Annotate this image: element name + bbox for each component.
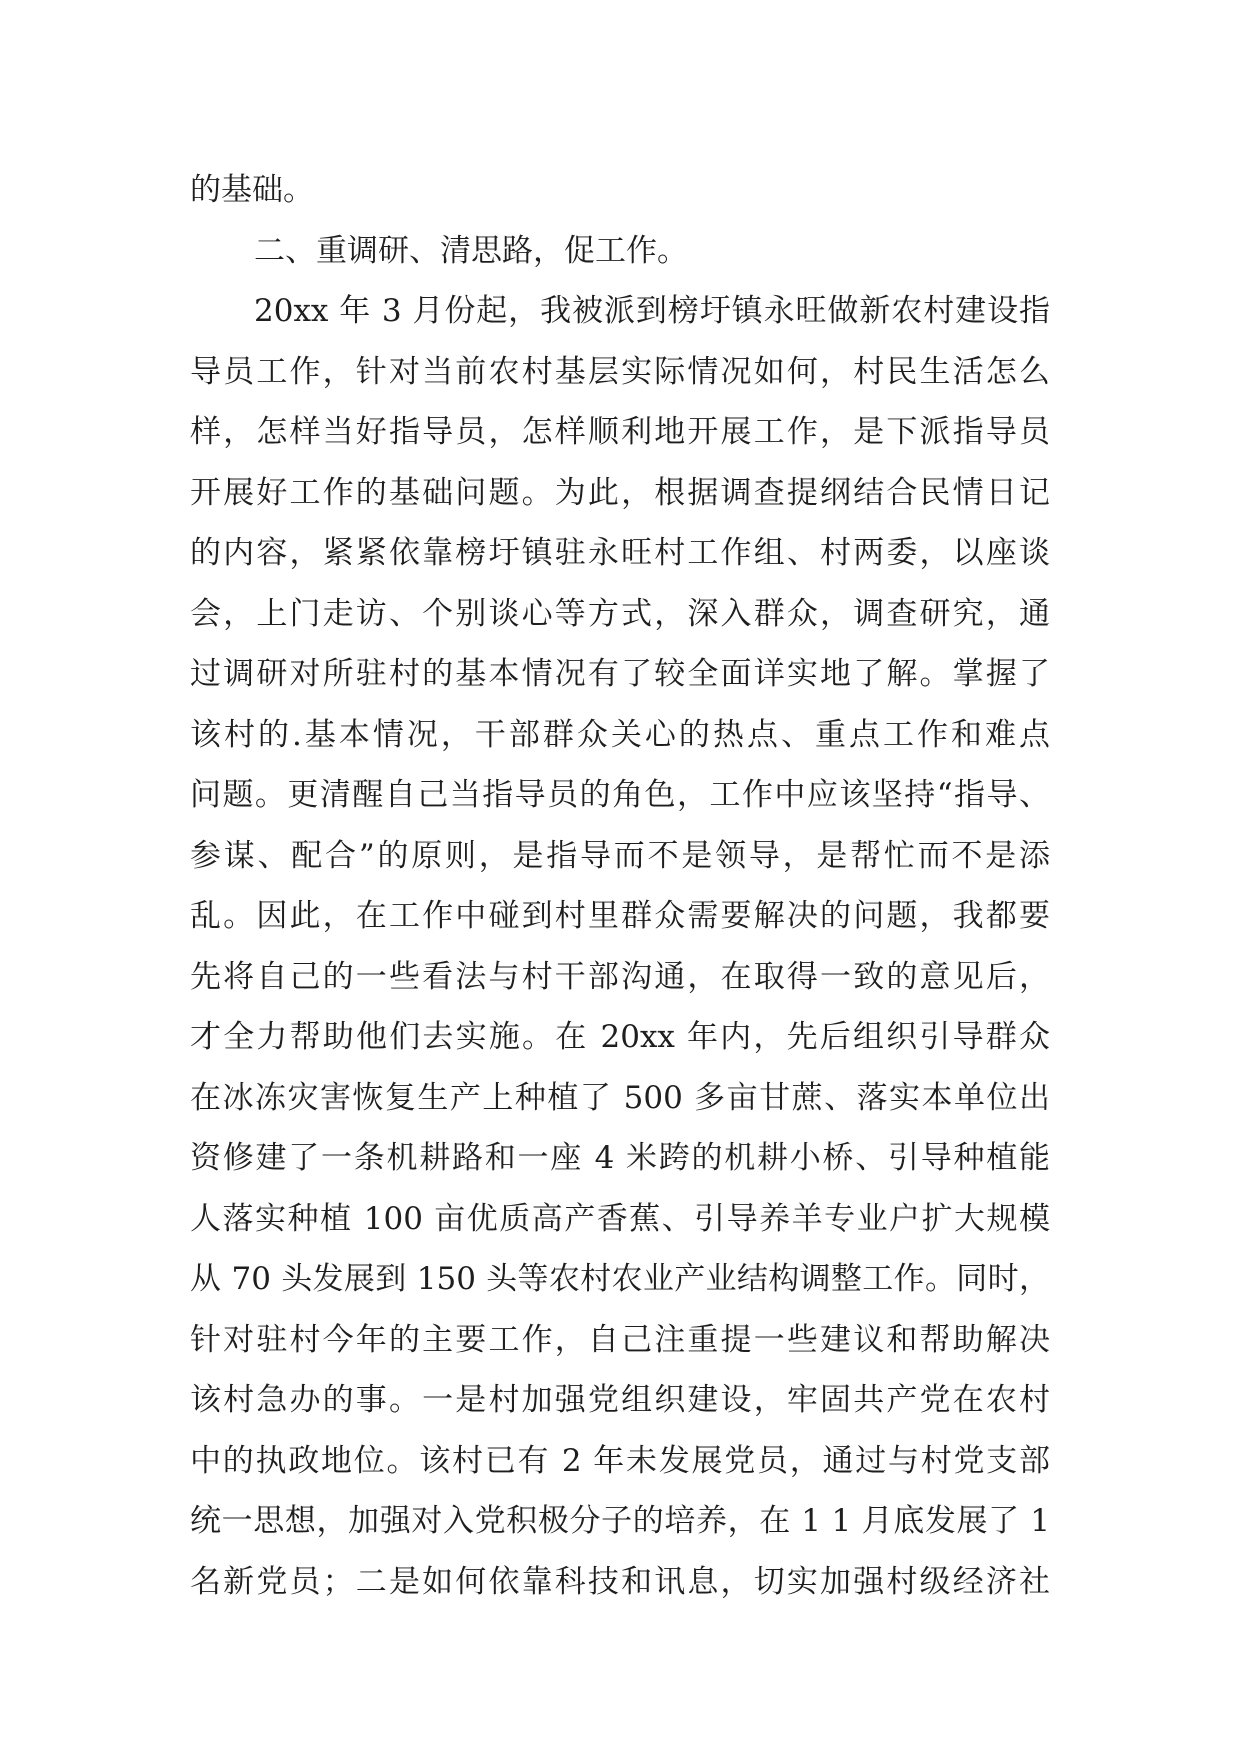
text-line: 的基础。 [190, 172, 314, 208]
text-line: 统一思想，加强对入党积极分子的培养，在 1 1 月底发展了 1 [190, 1503, 1050, 1539]
text-line: 问题。更清醒自己当指导员的角色，工作中应该坚持“指导、 [190, 777, 1050, 813]
text-line: 参谋、配合”的原则，是指导而不是领导，是帮忙而不是添 [190, 837, 1050, 874]
text-line: 过调研对所驻村的基本情况有了较全面详实地了解。掌握了 [190, 656, 1050, 692]
text-line: 针对驻村今年的主要工作，自己注重提一些建议和帮助解决 [190, 1321, 1050, 1358]
text-line: 该村急办的事。一是村加强党组织建设，牢固共产党在农村 [190, 1382, 1050, 1418]
text-line: 人落实种植 100 亩优质高产香蕉、引导养羊专业户扩大规模 [190, 1200, 1050, 1237]
text-line: 才全力帮助他们去实施。在 20xx 年内，先后组织引导群众 [190, 1019, 1050, 1055]
text-line: 会，上门走访、个别谈心等方式，深入群众，调查研究，通 [190, 595, 1050, 632]
text-line: 该村的.基本情况，干部群众关心的热点、重点工作和难点 [190, 716, 1050, 753]
text-line: 中的执政地位。该村已有 2 年未发展党员，通过与村党支部 [190, 1442, 1050, 1479]
text-line: 先将自己的一些看法与村干部沟通，在取得一致的意见后， [190, 958, 1050, 995]
text-line: 20xx 年 3 月份起，我被派到榜圩镇永旺做新农村建设指 [254, 293, 1050, 329]
text-line: 二、重调研、清思路，促工作。 [254, 232, 688, 269]
text-line: 名新党员；二是如何依靠科技和讯息，切实加强村级经济社 [190, 1563, 1050, 1600]
text-line: 资修建了一条机耕路和一座 4 米跨的机耕小桥、引导种植能 [190, 1140, 1050, 1176]
text-line: 的内容，紧紧依靠榜圩镇驻永旺村工作组、村两委，以座谈 [190, 535, 1050, 571]
text-line: 开展好工作的基础问题。为此，根据调查提纲结合民情日记 [190, 474, 1050, 511]
text-line: 在冰冻灾害恢复生产上种植了 500 多亩甘蔗、落实本单位出 [190, 1079, 1050, 1116]
text-line: 乱。因此，在工作中碰到村里群众需要解决的问题，我都要 [190, 898, 1050, 934]
text-line: 样，怎样当好指导员，怎样顺利地开展工作，是下派指导员 [190, 414, 1050, 450]
text-line: 从 70 头发展到 150 头等农村农业产业结构调整工作。同时， [190, 1261, 1050, 1297]
text-line: 导员工作，针对当前农村基层实际情况如何，村民生活怎么 [190, 353, 1050, 390]
document-body [190, 160, 1050, 1612]
